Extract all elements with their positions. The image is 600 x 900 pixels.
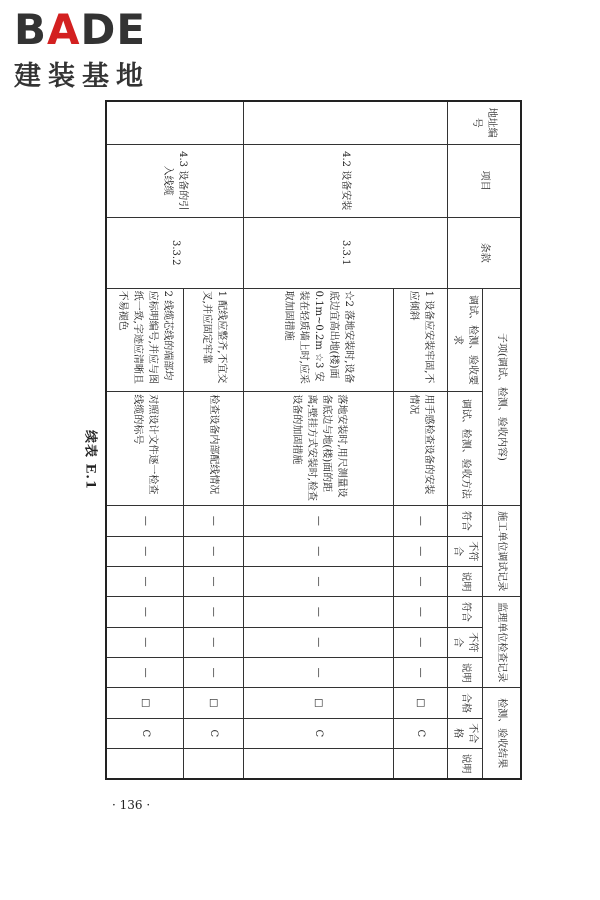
header-supervision: 监理单位检查记录 [483,597,521,688]
clause-cell: 3.3.1 [244,217,448,288]
dash-cell: — [244,627,394,657]
header-nonconform: 不符合 [448,627,483,657]
qualified-checkbox[interactable]: □ [394,688,448,718]
note-cell [394,748,448,779]
header-nonconform: 不符合 [448,536,483,566]
dash-cell: — [184,657,244,687]
method-cell: 对照设计文件逐一检查线缆的标号 [106,392,184,506]
header-clause: 条款 [448,217,521,288]
dash-cell: — [394,657,448,687]
note-cell [184,748,244,779]
header-acceptance: 检测、验收结果 [483,688,521,779]
logo-subtitle: 建装基地 [14,61,150,92]
header-sub-item: 子项(调试、检测、验收内容) [483,288,521,506]
header-conform: 符合 [448,506,483,536]
note-cell [244,748,394,779]
logo-wordmark: BADE [14,5,147,54]
dash-cell: — [244,566,394,596]
dash-cell: — [394,506,448,536]
dash-cell: — [106,657,184,687]
dash-cell: — [244,536,394,566]
method-cell: 用手感检查设备的安装情况 [394,392,448,506]
dash-cell: — [106,506,184,536]
unqualified-mark[interactable]: C [394,718,448,748]
qualified-checkbox[interactable]: □ [106,688,184,718]
header-construction: 施工单位调试记录 [483,506,521,597]
table-caption: 续表 E.1 [82,429,98,491]
header-unqualified: 不合格 [448,718,483,748]
qualified-checkbox[interactable]: □ [184,688,244,718]
header-conform: 符合 [448,597,483,627]
rotated-table-container [112,100,522,780]
dash-cell: — [106,597,184,627]
header-requirement: 调试、检测、验收要求 [448,288,483,392]
requirement-cell: ☆2 落地安装时,设备底边宜高出地(楼)面0.1m~0.2m ☆3 安装在轻质墙上时,应采取加固措施 [244,288,394,392]
dash-cell: — [244,597,394,627]
dash-cell: — [394,627,448,657]
page-number: · 136 · [112,798,151,812]
dash-cell: — [106,627,184,657]
dash-cell: — [184,597,244,627]
unqualified-mark[interactable]: C [244,718,394,748]
clause-cell: 3.3.2 [106,217,244,288]
dash-cell: — [394,536,448,566]
dash-cell: — [106,566,184,596]
header-note: 说明 [448,566,483,596]
table-row [394,101,448,779]
dash-cell: — [244,506,394,536]
unqualified-mark[interactable]: C [184,718,244,748]
qualified-checkbox[interactable]: □ [244,688,394,718]
item-cell: 4.2 设备安装 [244,144,448,217]
unqualified-mark[interactable]: C [106,718,184,748]
address-cell [244,101,448,144]
requirement-cell: 1 设备应安装牢固,不应倾斜 [394,288,448,392]
header-note: 说明 [448,748,483,779]
dash-cell: — [184,536,244,566]
header-method: 调试、检测、验收方法 [448,392,483,506]
item-cell: 4.3 设备的引入线缆 [106,144,244,217]
header-item: 项目 [448,144,521,217]
brand-logo [14,5,184,98]
dash-cell: — [394,566,448,596]
dash-cell: — [394,597,448,627]
dash-cell: — [184,566,244,596]
header-qualified: 合格 [448,688,483,718]
dash-cell: — [184,627,244,657]
inspection-table [105,100,522,780]
requirement-cell: 2 线缆芯线的端部均应标明编号,并应与图纸一致,字迹应清晰且不易褪色 [106,288,184,392]
header-address-no: 地址编号 [448,101,521,144]
table-row [184,101,244,779]
address-cell [106,101,244,144]
requirement-cell: 1 配线应整齐,不宜交叉,并应固定牢靠 [184,288,244,392]
dash-cell: — [184,506,244,536]
method-cell: 落地安装时,用尺测量设备底边与地(楼)面的距离;壁挂方式安装时,检查设备的加固措施 [244,392,394,506]
method-cell: 检查设备内部配线情况 [184,392,244,506]
dash-cell: — [244,657,394,687]
note-cell [106,748,184,779]
header-note: 说明 [448,657,483,687]
dash-cell: — [106,536,184,566]
